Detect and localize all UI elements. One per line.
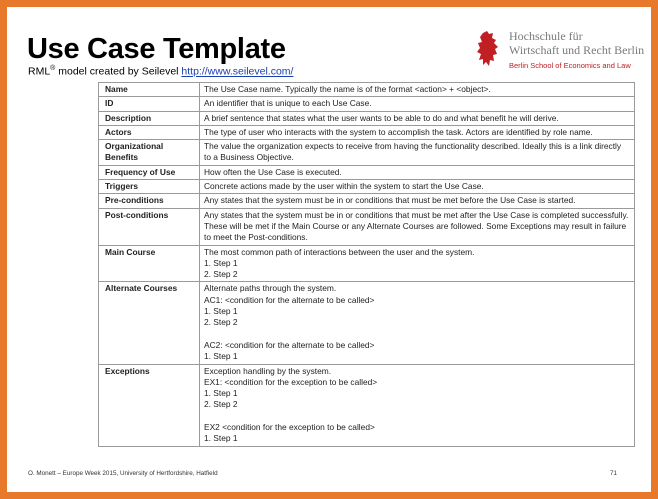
content-line: The value the organization expects to receive from having the functionality described. Ideally this is a link directly to a Business Objective. — [204, 141, 622, 163]
seilevel-link[interactable]: http://www.seilevel.com/ — [181, 65, 294, 78]
table-row — [99, 282, 635, 364]
row-content — [200, 194, 635, 208]
row-content — [200, 165, 635, 179]
content-line: Exception handling by the system. — [204, 365, 332, 376]
slide — [7, 7, 651, 492]
content-line: AC1: <condition for the alternate to be called> — [204, 294, 375, 305]
content-line: 2. Step 2 — [204, 269, 238, 280]
logo-name-line1: Hochschule für — [509, 29, 583, 43]
blank-line — [204, 329, 630, 340]
table-row — [99, 83, 635, 97]
content-line: The type of user who interacts with the system to accomplish the task. Actors are identified by role name. — [204, 126, 593, 137]
content-line: The Use Case name. Typically the name is of the format <action> + <object>. — [204, 84, 491, 94]
table-row — [99, 125, 635, 139]
content-line: EX2 <condition for the exception to be called> — [204, 422, 375, 433]
university-logo — [475, 25, 647, 77]
subtitle-prefix: RML — [28, 65, 51, 78]
subtitle-text: model created by Seilevel — [55, 65, 182, 78]
page-title: Use Case Template — [27, 33, 286, 65]
content-line: 2. Step 2 — [204, 317, 238, 328]
content-line: 1. Step 1 — [204, 257, 238, 268]
row-content — [200, 208, 635, 245]
row-label: Main Course — [99, 245, 200, 282]
content-line: 1. Step 1 — [204, 351, 238, 362]
table-row — [99, 111, 635, 125]
row-label: Actors — [99, 125, 200, 139]
table-row — [99, 194, 635, 208]
use-case-table — [98, 82, 635, 447]
content-line: EX1: <condition for the exception to be called> — [204, 376, 378, 387]
content-line: 2. Step 2 — [204, 399, 238, 410]
row-label: ID — [99, 97, 200, 111]
logo-english-name: Berlin School of Economics and Law — [509, 61, 631, 70]
content-line: How often the Use Case is executed. — [204, 166, 342, 177]
row-content — [200, 83, 635, 97]
row-label: Name — [99, 83, 200, 97]
row-label: Pre-conditions — [99, 194, 200, 208]
row-label: Post-conditions — [99, 208, 200, 245]
row-content — [200, 245, 635, 282]
page-number: 71 — [610, 470, 618, 477]
row-label: Triggers — [99, 180, 200, 194]
table-row — [99, 245, 635, 282]
content-line: Alternate paths through the system. — [204, 283, 337, 294]
content-line: 1. Step 1 — [204, 306, 238, 317]
logo-name-line2: Wirtschaft und Recht Berlin — [509, 43, 645, 57]
footer-text: O. Monett – Europe Week 2015, University of Hertfordshire, Hatfield — [28, 470, 218, 477]
row-label: Frequency of Use — [99, 165, 200, 179]
content-line: The most common path of interactions between the user and the system. — [204, 246, 475, 257]
content-line: AC2: <condition for the alternate to be called> — [204, 339, 375, 350]
row-content — [200, 364, 635, 446]
table-row — [99, 140, 635, 166]
row-label: Exceptions — [99, 364, 200, 446]
content-line: A brief sentence that states what the user wants to be able to do and what benefit he will derive. — [204, 112, 559, 123]
row-content — [200, 140, 635, 166]
row-label: Alternate Courses — [99, 282, 200, 364]
row-content — [200, 111, 635, 125]
bear-icon — [475, 31, 501, 67]
content-line: 1. Step 1 — [204, 388, 238, 399]
subtitle — [28, 65, 293, 78]
row-content — [200, 125, 635, 139]
content-line: An identifier that is unique to each Use Case. — [204, 98, 372, 109]
row-content — [200, 282, 635, 364]
content-line: Any states that the system must be in or conditions that must be met before the Use Case is started. — [204, 195, 576, 206]
row-label: Description — [99, 111, 200, 125]
table-row — [99, 208, 635, 245]
table-row — [99, 97, 635, 111]
table-row — [99, 180, 635, 194]
row-label: Organizational Benefits — [99, 140, 200, 166]
table-row — [99, 165, 635, 179]
table-row — [99, 364, 635, 446]
content-line: Any states that the system must be in or conditions that must be met after the Use Case is completed successfully. These will be met if the Main Course or any Alternate Courses are followed. Some Exceptions may result in failure to meet the Post-conditions. — [204, 209, 629, 243]
registered-mark: ® — [50, 65, 56, 72]
content-line: Concrete actions made by the user within the system to start the Use Case. — [204, 181, 484, 192]
content-line: 1. Step 1 — [204, 433, 238, 444]
row-content — [200, 97, 635, 111]
blank-line — [204, 411, 630, 422]
row-content — [200, 180, 635, 194]
